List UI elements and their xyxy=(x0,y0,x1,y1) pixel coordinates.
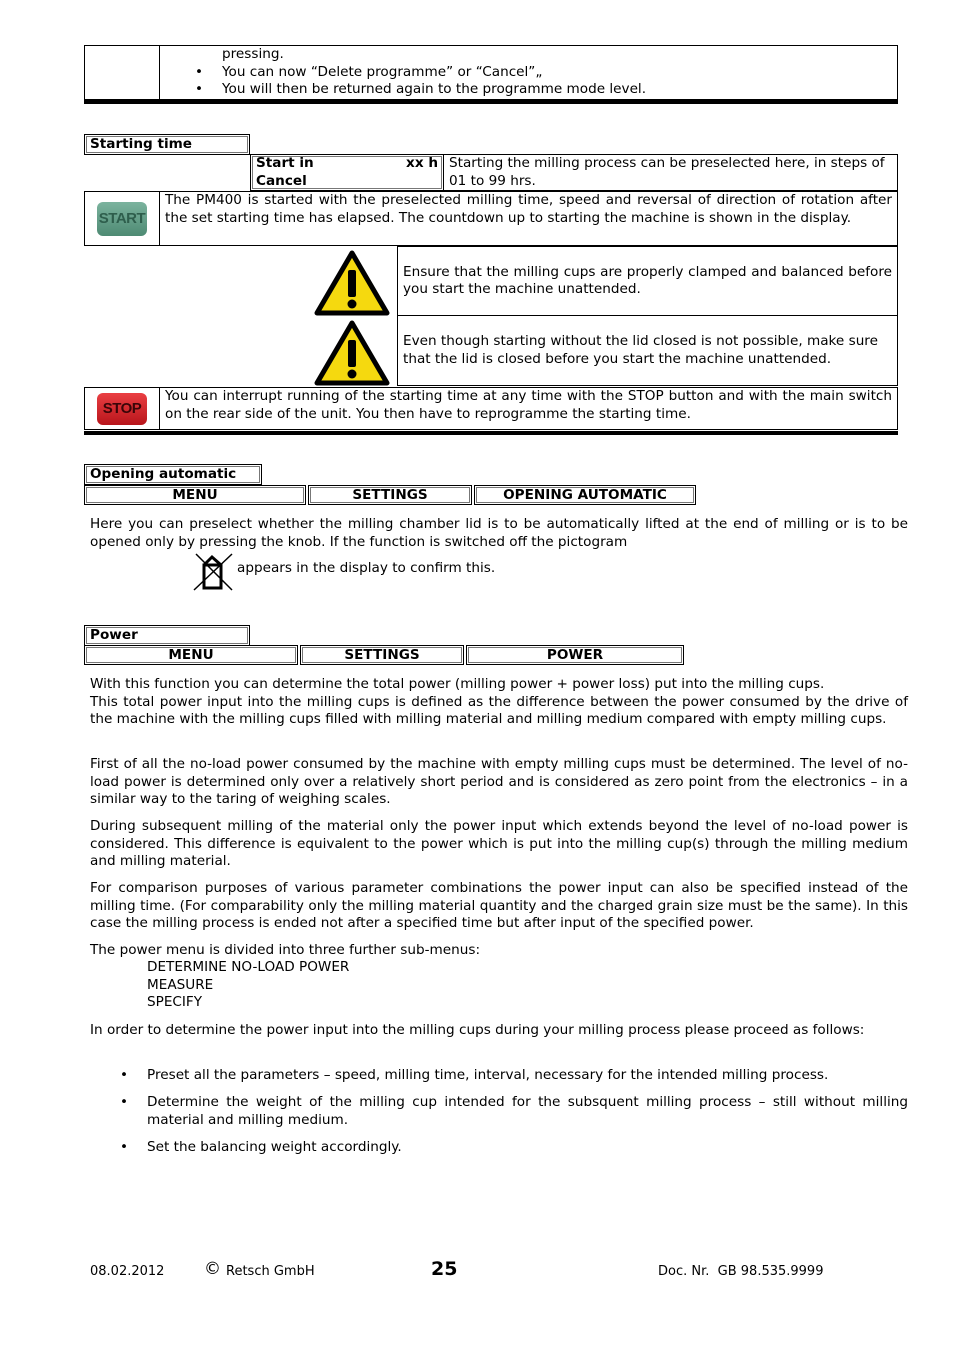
list-item: • Set the balancing weight accordingly. xyxy=(120,1139,908,1157)
start-in-label: Start in xyxy=(256,155,314,171)
path-menu: MENU xyxy=(84,645,298,665)
warning-text-2: Even though starting without the lid closed is not possible, make sure that the lid is closed before you start the machine unattended. xyxy=(398,316,898,386)
path-settings: SETTINGS xyxy=(308,485,472,505)
list-item: MEASURE xyxy=(147,976,214,993)
section-heading-opening-automatic: Opening automatic xyxy=(84,464,262,485)
footer-company: Retsch GmbH xyxy=(226,1264,315,1279)
warning-table xyxy=(397,246,898,386)
opening-automatic-text: Here you can preselect whether the milling chamber lid is to be automatically lifted at the end of milling or is to be opened only by pressing the knob. If the function is switched off the pictogram xyxy=(90,516,908,550)
stop-description: You can interrupt running of the starting time at any time with the STOP button and with the main switch on the rear side of the unit. You then have to reprogramme the starting time. xyxy=(160,388,898,430)
stop-row xyxy=(84,387,898,430)
warning-text-1: Ensure that the milling cups are properly clamped and balanced before you start the machine unattended. xyxy=(398,247,898,316)
path-opening-automatic: OPENING AUTOMATIC xyxy=(474,485,696,505)
footer-doc-number: Doc. Nr. GB 98.535.9999 xyxy=(658,1264,824,1279)
cancel-label: Cancel xyxy=(256,172,307,189)
lid-off-pictogram-icon xyxy=(193,553,233,595)
power-paragraph-2: First of all the no-load power consumed by the machine with empty milling cups must be determined. The level of no-load power is determined only over a relatively short period and is considered as zero point from the electronics – in a similar way to the taring of weighing scales. xyxy=(90,756,908,807)
list-item: • You can now “Delete programme” or “Cancel”„ xyxy=(195,64,892,82)
footer-date: 08.02.2012 xyxy=(90,1264,165,1279)
warning-icon xyxy=(314,320,390,390)
power-paragraph-1: With this function you can determine the total power (milling power + power loss) put into the milling cups. This total power input into the milling cups is defined as the difference between the power consumed by the drive of the machine with the milling cups filled with milling material and milling medium compared with empty milling cups. xyxy=(90,676,908,727)
list-item: DETERMINE NO-LOAD POWER xyxy=(147,959,350,975)
list-item: • Preset all the parameters – speed, milling time, interval, necessary for the intended milling process. xyxy=(120,1067,908,1085)
section-heading-power: Power xyxy=(84,625,250,646)
starting-time-description: Starting the milling process can be preselected here, in steps of 01 to 99 hrs. xyxy=(444,155,898,191)
stop-button-icon: STOP xyxy=(97,393,147,425)
section-divider xyxy=(84,431,898,435)
path-settings: SETTINGS xyxy=(300,645,464,665)
hours-label: xx h xyxy=(406,155,438,171)
start-row xyxy=(84,191,898,246)
section-divider xyxy=(84,100,898,104)
power-paragraph-3: During subsequent milling of the material only the power input which extends beyond the level of no-load power is considered. This difference is equivalent to the power which is put into the milling cup(s) through the milling medium and milling material. xyxy=(90,818,908,869)
continuation-text: pressing. xyxy=(222,46,284,62)
path-power: POWER xyxy=(466,645,684,665)
section-heading-starting-time: Starting time xyxy=(84,134,250,155)
path-menu: MENU xyxy=(84,485,306,505)
list-item: • Determine the weight of the milling cup intended for the subsquent milling process – still without milling material and milling medium. xyxy=(120,1094,908,1129)
list-item: SPECIFY xyxy=(147,994,203,1010)
power-paragraph-4: For comparison purposes of various parameter combinations the power input can also be specified instead of the milling time. (For comparability only the milling material quantity and the charged grain size must be the same). In this case the milling process is ended not after a specified time but after input of the specified power. xyxy=(90,880,908,931)
menu-path-power xyxy=(84,645,686,665)
opening-automatic-text-2: appears in the display to confirm this. xyxy=(237,560,496,576)
submenu-list xyxy=(147,959,349,1012)
list-item: • You will then be returned again to the programme mode level. xyxy=(195,81,892,99)
procedure-list xyxy=(120,1067,908,1157)
menu-path-opening-automatic xyxy=(84,485,698,505)
power-paragraph-5: The power menu is divided into three further sub-menus: xyxy=(90,942,481,958)
starting-time-row xyxy=(250,154,898,191)
programme-table-continuation xyxy=(84,45,898,100)
copyright-icon: © xyxy=(204,1259,221,1279)
start-description: The PM400 is started with the preselected milling time, speed and reversal of direction of rotation after the set starting time has elapsed. The countdown up to starting the machine is shown in the display. xyxy=(160,192,898,246)
warning-icon xyxy=(314,250,390,320)
start-button-icon: START xyxy=(97,202,147,236)
page-number: 25 xyxy=(431,1258,458,1280)
power-paragraph-6: In order to determine the power input into the milling cups during your milling process please proceed as follows: xyxy=(90,1022,865,1038)
